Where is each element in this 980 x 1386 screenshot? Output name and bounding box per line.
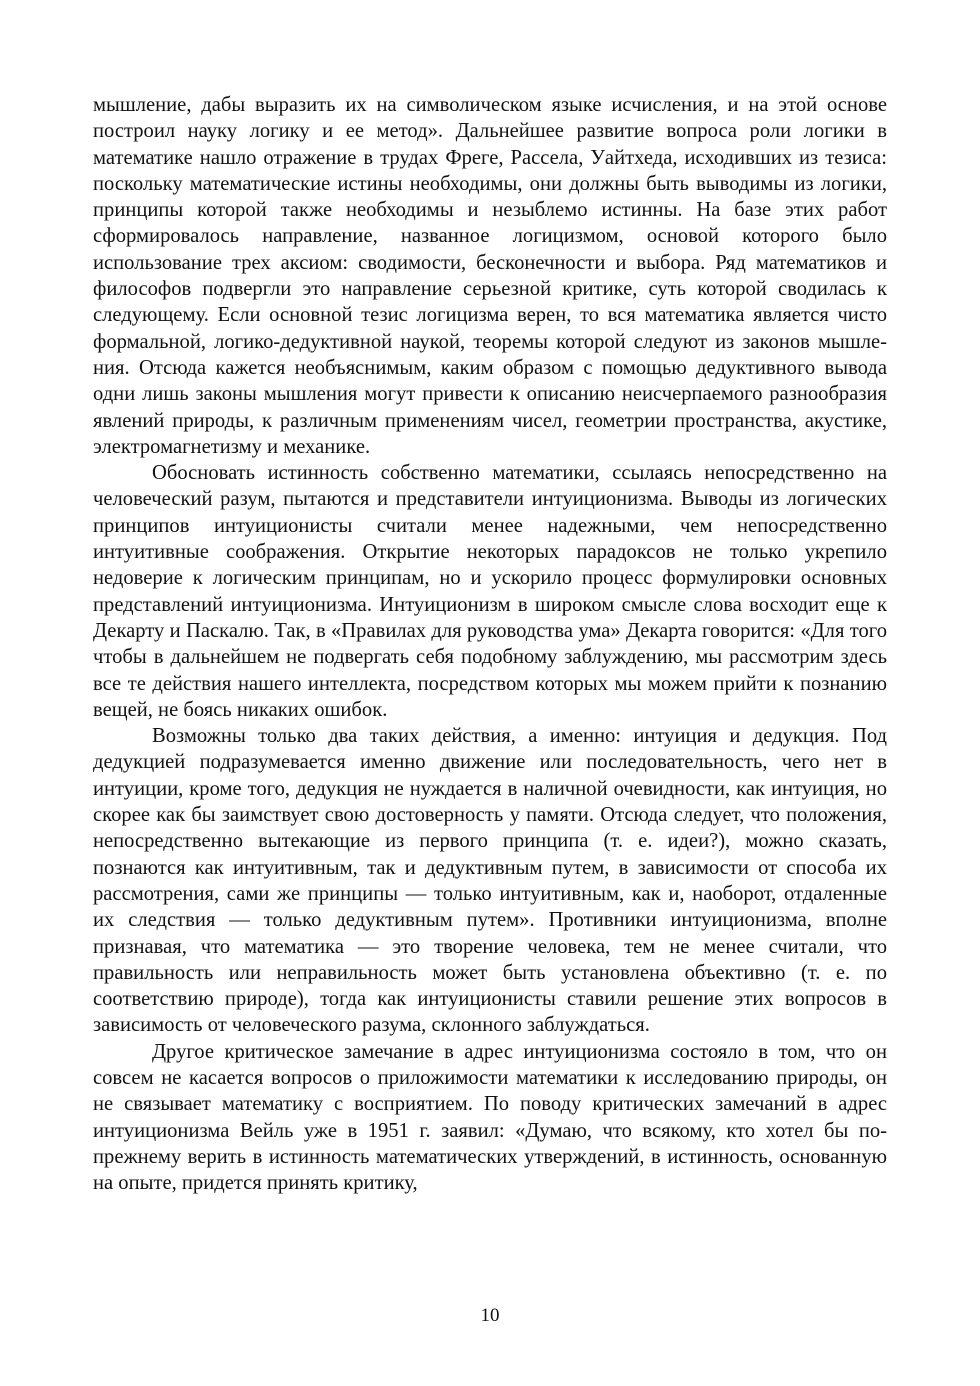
page-number: 10 — [480, 1305, 500, 1326]
paragraph-1: мышление, дабы выразить их на символическом языке исчисления, и на этой основе построил науку логику и ее метод». Дальнейшее развитие вопроса роли логики в математике нашло отражение в трудах Фреге, Рассела, Уайтхеда, исходивших из тезиса: поскольку математические истины необходимы, они должны быть выводимы из логики, принципы которой также необходимы и незыблемо истинны. На базе этих работ сформировалось направление, названное логицизмом, основой которого было использование трех аксиом: сводимости, бесконечности и выбора. Ряд математиков и философов подвергли это направление серьезной критике, суть которой сводилась к следующему. Если основной тезис логицизма верен, то вся математика является чисто формальной, логико-дедуктивной наукой, теоремы которой следуют из законов мышления. Отсюда кажется необъяснимым, каким образом с помощью дедуктивного вывода одни лишь законы мышления могут привести к описанию неисчерпаемого разнообразия явлений природы, к различным применениям чисел, геометрии пространства, акустике, электромагнетизму и механике. — [93, 94, 887, 458]
paragraph-4: Другое критическое замечание в адрес интуиционизма состояло в том, что он совсем не касается вопросов о приложимости математики к исследованию природы, он не связывает математику с восприятием. По поводу критических замечаний в адрес интуиционизма Вейль уже в 1951 г. заявил: «Думаю, что всякому, кто хотел бы по-прежнему верить в истинность математических утверждений, в истинность, основанную на опыте, придется принять критику, — [93, 1040, 887, 1195]
paragraph-2: Обосновать истинность собственно математики, ссылаясь непосредственно на человеческий разум, пытаются и представители интуиционизма. Выводы из логических принципов интуиционисты считали менее надежными, чем непосредственно интуитивные соображения. Открытие некоторых парадоксов не только укрепило недоверие к логическим принципам, но и ускорило процесс формулировки основных представлений интуиционизма. Интуиционизм в широком смысле слова восходит еще к Декарту и Паскалю. Так, в «Правилах для руководства ума» Декарта говорится: «Для того чтобы в дальнейшем не подвергать себя подобному заблуждению, мы рассмотрим здесь все те действия нашего интеллекта, посредством которых мы можем прийти к познанию вещей, не боясь никаких ошибок. — [93, 462, 887, 721]
paragraph-3: Возможны только два таких действия, а именно: интуиция и дедукция. Под дедукцией подразумевается именно движение или последовательность, чего нет в интуиции, кроме того, дедукция не нуждается в наличной очевидности, как интуиция, но скорее как бы заимствует свою достоверность у памяти. Отсюда следует, что положения, непосредственно вытекающие из первого принципа (т. е. идеи?), можно сказать, познаются как интуитивным, так и дедуктивным путем, в зависимости от способа их рассмотрения, сами же принципы — только интуитивным, как и, наоборот, отдаленные их следствия — только дедуктивным путем». Противники интуиционизма, вполне признавая, что математика — это творение человека, тем не менее считали, что правильность или неправильность может быть установлена объективно (т. е. по соответствию природе), тогда как интуиционисты ставили решение этих вопросов в зависимость от человеческого разума, склонного заблуждаться. — [93, 725, 887, 1037]
page-body — [93, 92, 887, 1196]
